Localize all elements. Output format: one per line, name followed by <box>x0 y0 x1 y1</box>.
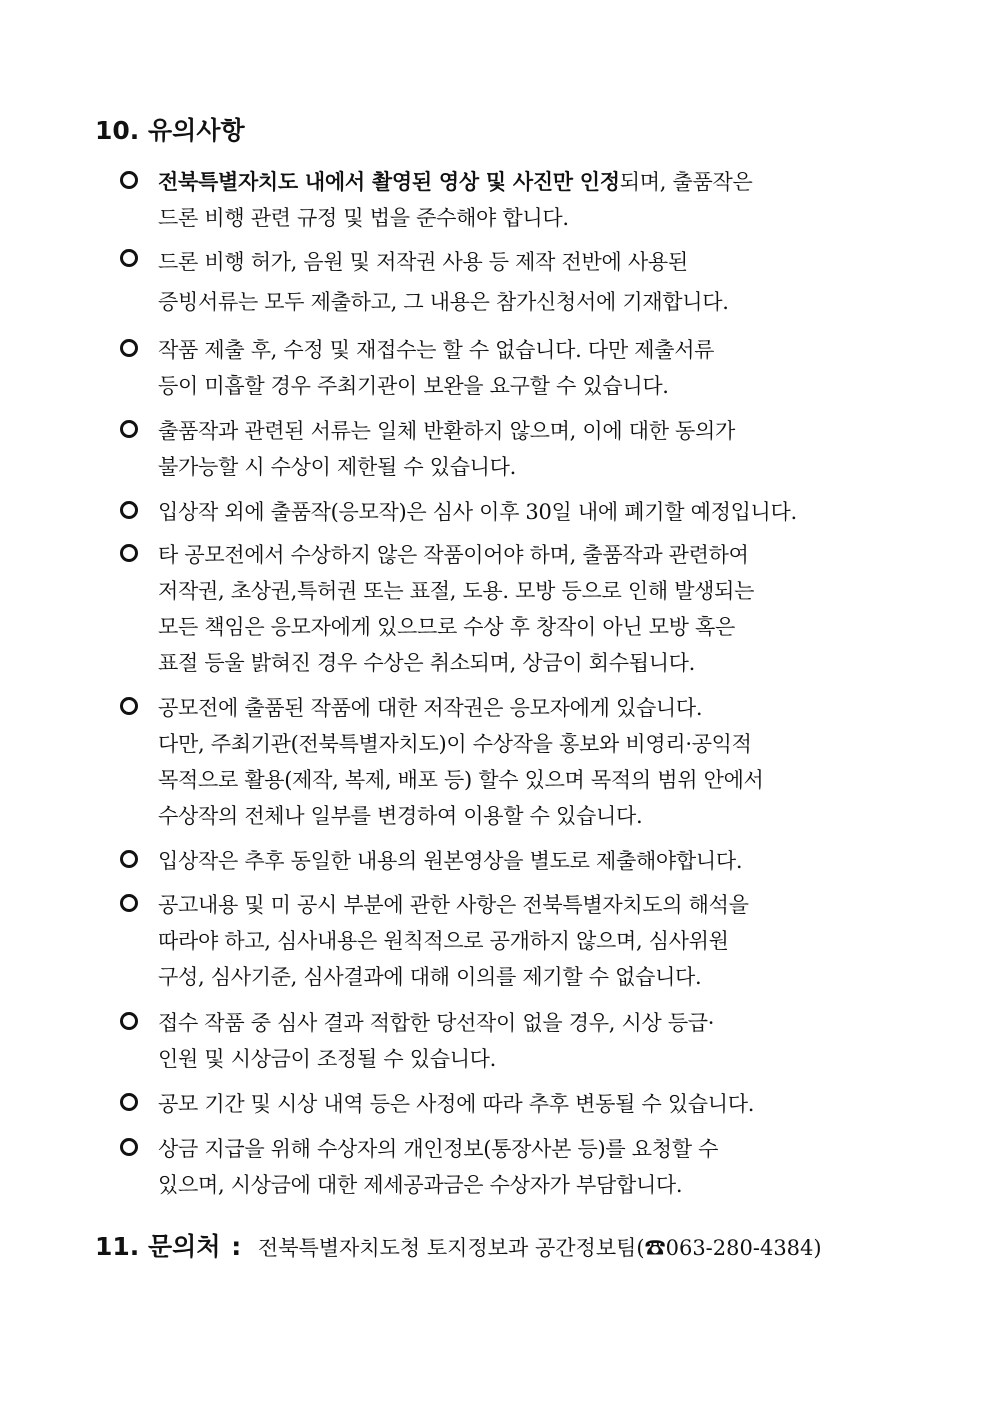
notice-item-7 <box>120 690 900 834</box>
bullet-circle-icon <box>120 1012 138 1030</box>
section-11-title: 문의처 <box>148 1232 221 1261</box>
notice-item-3 <box>120 332 900 404</box>
notice-item-6 <box>120 537 900 681</box>
notice-item-4 <box>120 413 900 485</box>
bullet-circle-icon <box>120 544 138 562</box>
notice-item-5 <box>120 494 900 530</box>
notice-text: 공모 기간 및 시상 내역 등은 사정에 따라 추후 변동될 수 있습니다. <box>158 1092 755 1116</box>
notice-item-10 <box>120 1005 900 1077</box>
section-11-heading <box>95 1232 822 1263</box>
bullet-circle-icon <box>120 249 138 267</box>
notice-item-8 <box>120 843 900 879</box>
notice-item-9 <box>120 887 900 995</box>
section-10-heading <box>95 116 245 146</box>
bullet-circle-icon <box>120 850 138 868</box>
notice-text: 타 공모전에서 수상하지 않은 작품이어야 하며, 출품작과 관련하여 저작권, 초상권,특허권 또는 표절, 도용. 모방 등으로 인해 발생되는 모든 책임은 응모자에게 있으므로 수상 후 창작이 아닌 모방 혹은 표절 등울 밝혀진 경우 수상은 취소되며, 상금이 회수됩니다. <box>158 543 755 675</box>
notice-text: 드론 비행 허가, 음원 및 저작권 사용 등 제작 전반에 사용된 증빙서류는 모두 제출하고, 그 내용은 참가신청서에 기재합니다. <box>158 250 729 314</box>
contact-info: 전북특별자치도청 토지정보과 공간정보팀(☎063-280-4384) <box>257 1236 822 1260</box>
bullet-circle-icon <box>120 171 138 189</box>
bullet-circle-icon <box>120 501 138 519</box>
bullet-circle-icon <box>120 697 138 715</box>
notice-item-1 <box>120 164 900 236</box>
bullet-circle-icon <box>120 420 138 438</box>
notice-text: 공모전에 출품된 작품에 대한 저작권은 응모자에게 있습니다. 다만, 주최기관(전북특별자치도)이 수상작을 홍보와 비영리·공익적 목적으로 활용(제작, 복제, 배포 등) 할수 있으며 목적의 범위 안에서 수상작의 전체나 일부를 변경하여 이용할 수 있습니다. <box>158 696 764 828</box>
notice-bold-text: 전북특별자치도 내에서 촬영된 영상 및 사진만 인정 <box>158 169 620 194</box>
section-10-title: 유의사항 <box>148 116 245 145</box>
section-10-number: 10. <box>95 116 140 145</box>
notice-text: 공고내용 및 미 공시 부분에 관한 사항은 전북특별자치도의 해석을 따라야 하고, 심사내용은 원칙적으로 공개하지 않으며, 심사위원 구성, 심사기준, 심사결과에 대해 이의를 제기할 수 없습니다. <box>158 893 749 989</box>
notice-text: 전북특별자치도 내에서 촬영된 영상 및 사진만 인정되며, 출품작은 드론 비행 관련 규정 및 법을 준수해야 합니다. <box>158 169 753 230</box>
notice-item-12 <box>120 1131 900 1203</box>
notice-text: 입상작은 추후 동일한 내용의 원본영상을 별도로 제출해야합니다. <box>158 849 743 873</box>
notice-text: 입상작 외에 출품작(응모작)은 심사 이후 30일 내에 폐기할 예정입니다. <box>158 500 797 524</box>
notice-text: 출품작과 관련된 서류는 일체 반환하지 않으며, 이에 대한 동의가 불가능할 시 수상이 제한될 수 있습니다. <box>158 419 736 479</box>
bullet-circle-icon <box>120 1138 138 1156</box>
notice-item-11 <box>120 1086 900 1122</box>
notice-text: 접수 작품 중 심사 결과 적합한 당선작이 없을 경우, 시상 등급· 인원 및 시상금이 조정될 수 있습니다. <box>158 1011 715 1071</box>
bullet-circle-icon <box>120 339 138 357</box>
notice-text: 상금 지급을 위해 수상자의 개인정보(통장사본 등)를 요청할 수 있으며, 시상금에 대한 제세공과금은 수상자가 부담합니다. <box>158 1137 719 1197</box>
section-11-colon: : <box>231 1232 242 1261</box>
bullet-circle-icon <box>120 894 138 912</box>
bullet-circle-icon <box>120 1093 138 1111</box>
notice-item-2 <box>120 242 900 322</box>
notice-text: 작품 제출 후, 수정 및 재접수는 할 수 없습니다. 다만 제출서류 등이 미흡할 경우 주최기관이 보완을 요구할 수 있습니다. <box>158 338 715 398</box>
section-11-number: 11. <box>95 1232 140 1261</box>
